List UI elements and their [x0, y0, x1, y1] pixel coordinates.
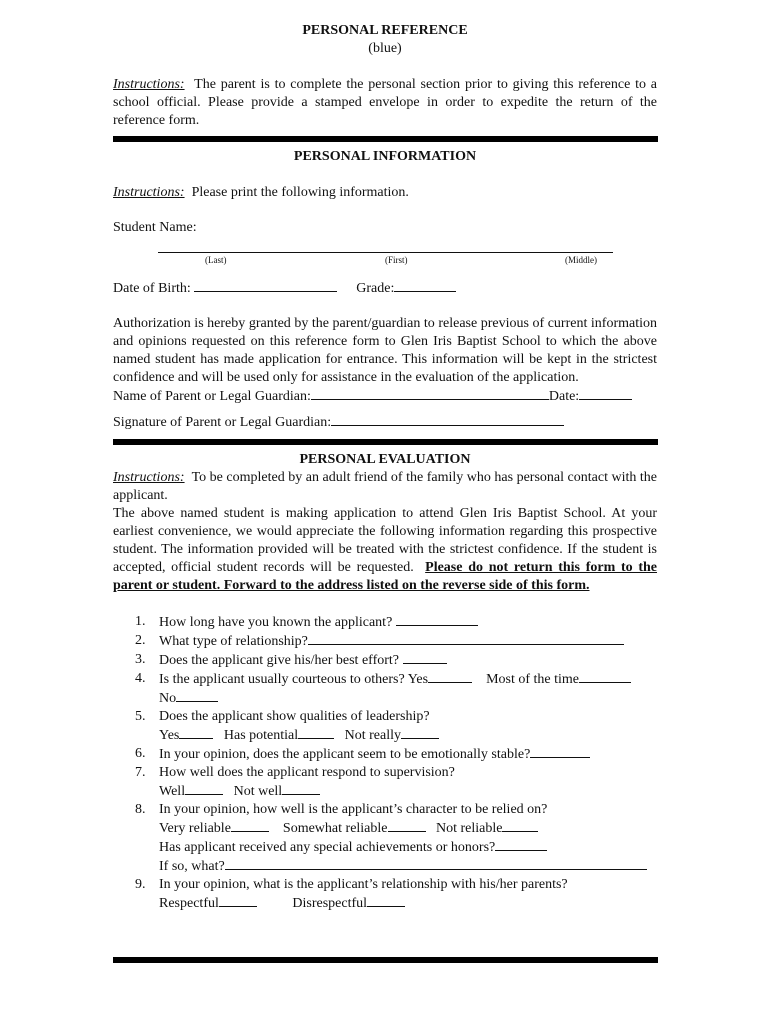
question-2 [113, 632, 657, 651]
question-text: In your opinion, how well is the applicant’s character to be relied on? [159, 802, 548, 817]
q6-answer-field[interactable] [530, 745, 590, 758]
q1-answer-field[interactable] [396, 613, 478, 626]
personal-evaluation-heading: PERSONAL EVALUATION [299, 452, 471, 467]
return-notice: Please do not return this form to the parent or student. Forward to the address listed on the reverse side of this form. [113, 560, 658, 593]
q5-option-potential: Has potential [223, 728, 299, 743]
intro-instructions-text: The parent is to complete the personal section prior to giving this reference to a school official. Please provide a stamped envelope in order to expedite the return of the reference form. [113, 77, 657, 128]
q3-answer-field[interactable] [403, 651, 447, 664]
q8-option-somewhat: Somewhat reliable [282, 821, 388, 836]
question-text: Does the applicant show qualities of leadership? [159, 709, 430, 724]
q4-yes-field[interactable] [428, 670, 472, 683]
q8-somewhat-field[interactable] [388, 819, 426, 832]
question-text: How long have you known the applicant? [159, 615, 393, 630]
question-text: How well does the applicant respond to supervision? [159, 765, 455, 780]
q5-potential-field[interactable] [298, 726, 334, 739]
evaluation-questions [113, 613, 657, 913]
q9-respectful-field[interactable] [219, 894, 257, 907]
signature-row [113, 413, 657, 432]
q9-option-disrespectful: Disrespectful [292, 896, 368, 911]
question-4 [113, 670, 657, 708]
q7-well-field[interactable] [185, 782, 223, 795]
evaluation-body [113, 505, 657, 595]
evaluation-body-text: The above named student is making application to attend Glen Iris Baptist School. At your earliest convenience, we would appreciate the following information regarding this prospective student. The information provided will be treated with the strictest confidence. If the student is accepted, official student records will be requested. [113, 506, 657, 575]
question-text: What type of relationship? [159, 634, 308, 649]
intro-instructions [113, 76, 657, 130]
evaluation-instructions-text: To be completed by an adult friend of the family who has personal contact with the applicant. [113, 470, 657, 503]
date-field[interactable] [579, 387, 632, 400]
q5-yes-field[interactable] [179, 726, 213, 739]
question-1 [113, 613, 657, 632]
question-text: In your opinion, what is the applicant’s relationship with his/her parents? [159, 877, 568, 892]
evaluation-instructions [113, 469, 657, 505]
q7-not-well-field[interactable] [282, 782, 320, 795]
personal-info-heading: PERSONAL INFORMATION [293, 149, 477, 164]
question-3 [113, 651, 657, 670]
reference-form [113, 22, 657, 913]
question-7 [113, 764, 657, 801]
q8-option-very: Very reliable [159, 821, 231, 836]
dob-label: Date of Birth: [113, 281, 191, 296]
q7-option-well: Well [159, 784, 186, 799]
question-number: 6. [135, 746, 146, 761]
student-name-field[interactable] [158, 247, 613, 253]
q5-option-yes: Yes [159, 728, 180, 743]
question-text: Is the applicant usually courteous to others? Yes [159, 672, 429, 687]
signature-label: Signature of Parent or Legal Guardian: [113, 415, 332, 430]
q8-achievements-field[interactable] [495, 838, 547, 851]
student-name-parts [113, 255, 657, 269]
intro-instructions-label: Instructions: [113, 77, 185, 92]
q4-most-field[interactable] [579, 670, 631, 683]
dob-field[interactable] [194, 279, 337, 292]
dob-grade-row [113, 279, 657, 298]
q4-option-no: No [159, 691, 177, 706]
question-6 [113, 745, 657, 764]
bottom-divider [113, 957, 658, 963]
parent-name-row [113, 387, 657, 406]
last-name-caption: (Last) [205, 255, 227, 265]
question-number: 2. [135, 633, 146, 648]
date-label: Date: [548, 389, 580, 404]
q8-not-field[interactable] [502, 819, 538, 832]
personal-info-instructions-text: Please print the following information. [191, 185, 409, 200]
first-name-caption: (First) [385, 255, 408, 265]
question-5 [113, 708, 657, 745]
q9-disrespectful-field[interactable] [367, 894, 405, 907]
personal-info-instructions [113, 184, 657, 202]
section-divider [113, 439, 658, 445]
question-number: 4. [135, 671, 146, 686]
section-divider [113, 136, 658, 142]
middle-name-caption: (Middle) [565, 255, 597, 265]
q4-no-field[interactable] [176, 689, 218, 702]
evaluation-instructions-label: Instructions: [113, 470, 185, 485]
q8-if-so-text: If so, what? [159, 859, 225, 874]
signature-field[interactable] [331, 413, 564, 426]
q7-option-not-well: Not well [233, 784, 283, 799]
question-text: Does the applicant give his/her best effort? [159, 653, 399, 668]
authorization-text: Authorization is hereby granted by the parent/guardian to release previous of current information and opinions requested on this reference form to Glen Iris Baptist School to which the above named student has made application for entrance. This information will be kept in the strictest confidence and will be used only for assistance in the evaluation of the application. [113, 316, 657, 385]
q8-achievements-text: Has applicant received any special achievements or honors? [159, 840, 496, 855]
q5-not-really-field[interactable] [401, 726, 439, 739]
form-subtitle: (blue) [368, 41, 402, 56]
parent-name-label: Name of Parent or Legal Guardian: [113, 389, 311, 404]
student-name-label: Student Name: [113, 220, 197, 235]
question-number: 5. [135, 709, 146, 724]
q9-option-respectful: Respectful [159, 896, 219, 911]
question-number: 1. [135, 614, 146, 629]
q2-answer-field[interactable] [308, 632, 624, 645]
question-number: 8. [135, 802, 146, 817]
grade-field[interactable] [394, 279, 456, 292]
question-text: In your opinion, does the applicant seem to be emotionally stable? [159, 747, 531, 762]
grade-label: Grade: [356, 281, 395, 296]
q5-option-not-really: Not really [344, 728, 402, 743]
q8-if-so-field[interactable] [225, 857, 647, 870]
q8-very-field[interactable] [231, 819, 269, 832]
question-8 [113, 801, 657, 876]
question-number: 7. [135, 765, 146, 780]
q4-option-most: Most of the time [486, 672, 579, 687]
question-9 [113, 876, 657, 913]
personal-info-instructions-label: Instructions: [113, 185, 185, 200]
q8-option-not: Not reliable [436, 821, 503, 836]
form-title: PERSONAL REFERENCE [302, 23, 468, 38]
question-number: 9. [135, 877, 146, 892]
parent-name-field[interactable] [311, 387, 549, 400]
question-number: 3. [135, 652, 146, 667]
